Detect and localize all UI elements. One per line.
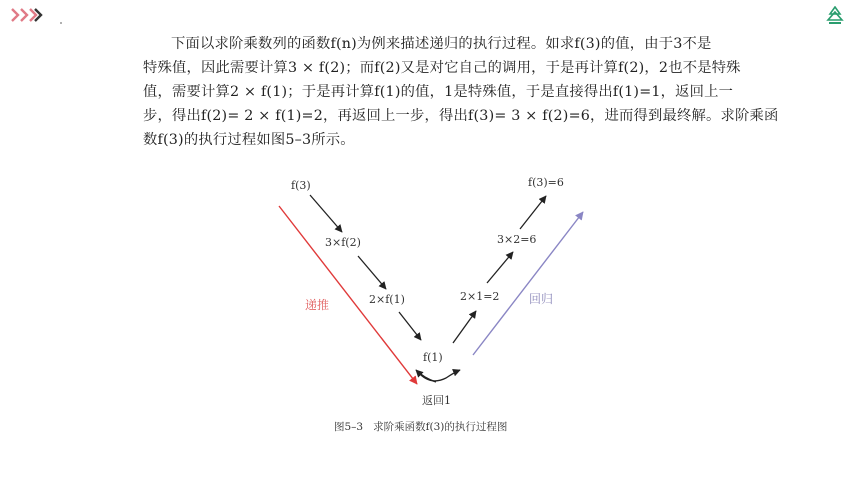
- paragraph-line: 步，得出f(2)= 2 × f(1)=2，再返回上一步，得出f(3)= 3 × f(2)=6，进而得到最终解。求阶乘函: [143, 108, 779, 124]
- node-f1: f(1): [423, 351, 443, 364]
- node-f3-result: f(3)=6: [528, 176, 564, 189]
- step-arrow: [487, 252, 513, 283]
- return-1-label: 返回1: [422, 394, 451, 407]
- step-arrow: [453, 311, 476, 343]
- figure-caption: 图5–3 求阶乘函数f(3)的执行过程图: [334, 421, 508, 433]
- return-label: 回归: [529, 292, 554, 306]
- paragraph-line: 下面以求阶乘数列的函数f(n)为例来描述递归的执行过程。如求f(3)的值，由于3不是: [171, 36, 712, 52]
- node-3x2-result: 3×2=6: [497, 233, 537, 246]
- return-loop-arrow: [418, 370, 460, 381]
- node-f3: f(3): [291, 179, 311, 192]
- paragraph-line: 值，需要计算2 × f(1)；于是再计算f(1)的值，1是特殊值，于是直接得出f(1)=1，返回上一: [143, 84, 734, 100]
- step-arrow: [358, 256, 386, 289]
- node-3xf2: 3×f(2): [325, 236, 361, 249]
- step-arrow: [399, 312, 421, 340]
- node-2xf1: 2×f(1): [369, 293, 405, 306]
- recursion-label: 递推: [305, 298, 330, 312]
- paragraph-line: 数f(3)的执行过程如图5–3所示。: [143, 132, 355, 148]
- step-arrow: [520, 196, 546, 229]
- step-arrow: [310, 195, 342, 232]
- node-2x1-result: 2×1=2: [460, 290, 500, 303]
- paragraph-line: 特殊值，因此需要计算3 × f(2)；而f(2)又是对它自己的调用，于是再计算f(2)，2也不是特殊: [143, 60, 741, 76]
